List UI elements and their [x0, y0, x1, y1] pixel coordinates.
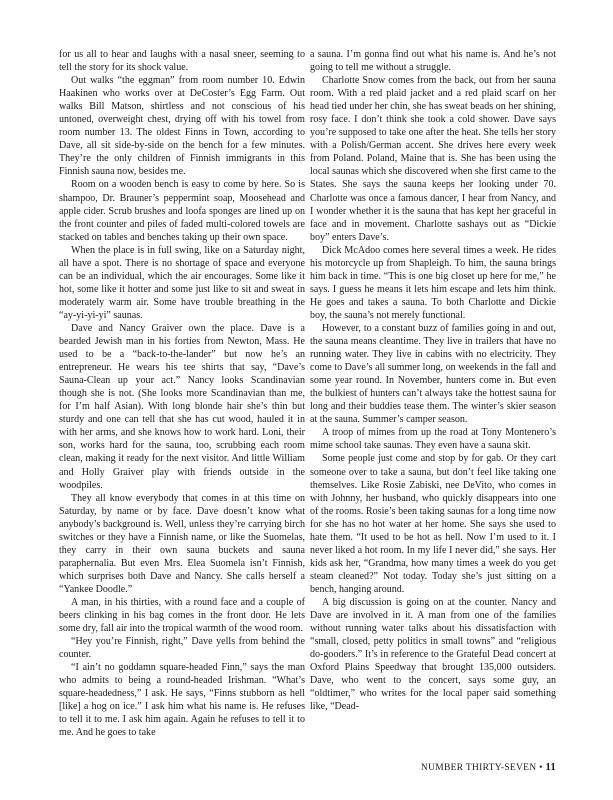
paragraph: for us all to hear and laughs with a nasal sneer, seeming to tell the story for its shock value.: [59, 49, 305, 74]
paragraph: “Hey you’re Finnish, right,” Dave yells from behind the counter.: [59, 636, 305, 661]
paragraph: Some people just come and stop by for gab. Or they cart someone over to take a sauna, but don’t feel like taking one themselves. Like Rosie Zabiski, nee DeVito, who comes in with Johnny, her husband, who quickly disappears into one of the rooms. Rosie’s been taking saunas for a long time now for she has no hot water at her home. She says she used to hate them. “It used to be hot as hell. Now I’m used to it. I never liked a hot room. In my life I never did,” she says. Her kids ask her, “Grandma, how many times a week do you get steam cleaned?” Not today. Today she’s just sitting on a bench, hanging around.: [310, 453, 556, 595]
page-footer: [421, 762, 556, 773]
paragraph: “I ain’t no goddamn square-headed Finn,” says the man who admits to being a round-headed Irishman. “What’s square-headedness,” I ask. He says, “Finns stubborn as hell [like] a hog on ice.” I ask him what his name is. He refuses to tell it to me. I ask him again. Again he refuses to tell it to me. And he goes to take: [59, 662, 305, 739]
paragraph: When the place is in full swing, like on a Saturday night, all have a spot. There is no shortage of space and everyone can be an individual, which the air encourages. Some like it hot, some like it hotter and some just like to sit and sweat in moderately warm air. Some have trouble breathing in the “ay-yi-yi-yi” saunas.: [59, 244, 305, 321]
paragraph: a sauna. I’m gonna find out what his name is. And he’s not going to tell me without a struggle.: [310, 49, 556, 74]
paragraph: A man, in his thirties, with a round face and a couple of beers clinking in his bag comes in the front door. He lets some dry, fall air into the tropical warmth of the wood room.: [59, 596, 305, 635]
paragraph: However, to a constant buzz of families going in and out, the sauna means cleantime. They live in trailers that have no running water. They live in cabins with no electricity. They come to Dave’s all summer long, on weekends in the fall and some year round. In November, hunters come in. But even the bulkiest of hunters can’t always take the hottest sauna for long and their buddies tease them. The winter’s skier season at the sauna. Summer’s camper season.: [310, 322, 556, 426]
paragraph: A big discussion is going on at the counter. Nancy and Dave are involved in it. A man from one of the families without running water talks about his dissatisfaction with “small, closed, petty politics in small towns” and “religious do-gooders.” It’s in reference to the Grateful Dead concert at Oxford Plains Speedway that brought 135,000 outsiders. Dave, who went to the concert, says some guy, an “oldtimer,” who writes for the local paper said something like, “Dead-: [310, 596, 556, 713]
paragraph: They all know everybody that comes in at this time on Saturday, by name or by face. Dave doesn’t know what anybody’s background is. Well, unless they’re carrying birch switches or they have a Finnish name, or like the Suomelas, they carry in their own sauna buckets and sauna paraphernalia. But even Mrs. Elea Suomela isn’t Finnish, which surprises both Dave and Nancy. She calls herself a “Yankee Doodle.”: [59, 492, 305, 595]
paragraph: Dick McAdoo comes here several times a week. He rides his motorcycle up from Shapleigh. To him, the sauna brings him back in time. “This is one big closet up here for me,” he says. I guess he means it lets him escape and lets him think. He goes and takes a sauna. To both Charlotte and Dickie boy, the sauna’s not merely functional.: [310, 244, 556, 321]
left-text-column: [59, 48, 305, 739]
paragraph: Out walks “the eggman” from room number 10. Edwin Haakinen who works over at DeCoster’s Egg Farm. Out walks Bill Matson, shirtless and not conscious of his untoned, overweight chest, drying off with his towel from room number 13. The oldest Finns in Town, according to Dave, all sit side-by-side on the bench for a few minutes. They’re the only children of Finnish immigrants in this Finnish sauna now, besides me.: [59, 75, 305, 178]
paragraph: Charlotte Snow comes from the back, out from her sauna room. With a red plaid jacket and a red plaid scarf on her head tied under her chin, she has sweat beads on her shining, rosy face. I don’t think she took a cold shower. Dave says you’re supposed to take one after the heat. She tells her story with a Polish/German accent. She drives here every week from Poland. Poland, Maine that is. She has been using the local saunas which she discovered when she first came to the States. She says the sauna keeps her looking under 70. Charlotte was once a famous dancer, I hear from Nancy, and I wonder whether it is the sauna that has kept her graceful in face and in movement. Charlotte sashays out as “Dickie boy” enters Dave’s.: [310, 75, 556, 243]
paragraph: Room on a wooden bench is easy to come by here. So is shampoo, Dr. Brauner’s peppermint soap, Moosehead and apple cider. Scrub brushes and loofa sponges are lined up on the front counter and piles of faded multi-colored towels are stacked on tables and benches taking up their own space.: [59, 179, 305, 243]
paragraph: Dave and Nancy Graiver own the place. Dave is a bearded Jewish man in his forties from Newton, Mass. He used to be a “back-to-the-lander” but now he’s an entrepreneur. He wears his tee shirts that say, “Dave’s Sauna-Clean up your act.” Nancy looks Scandinavian though she is not. (She looks more Scandinavian than me, for I’m half Asian). With long blonde hair she’s thin but sturdy and one can tell that she has cut wood, hauled it in with her arms, and she knows how to work hard. Loni, their son, works hard for the sauna, too, scrubbing each room clean, making it ready for the next visitor. And little William and Holly Graiver play with friends outside in the woodpiles.: [59, 322, 305, 491]
paragraph: A troop of mimes from up the road at Tony Montenero’s mime school take saunas. They even have a sauna skit.: [310, 427, 556, 452]
page-number: 11: [545, 762, 556, 773]
footer-bullet: •: [539, 763, 543, 773]
right-text-column: [310, 48, 556, 713]
issue-label: NUMBER THIRTY-SEVEN: [420, 763, 537, 773]
